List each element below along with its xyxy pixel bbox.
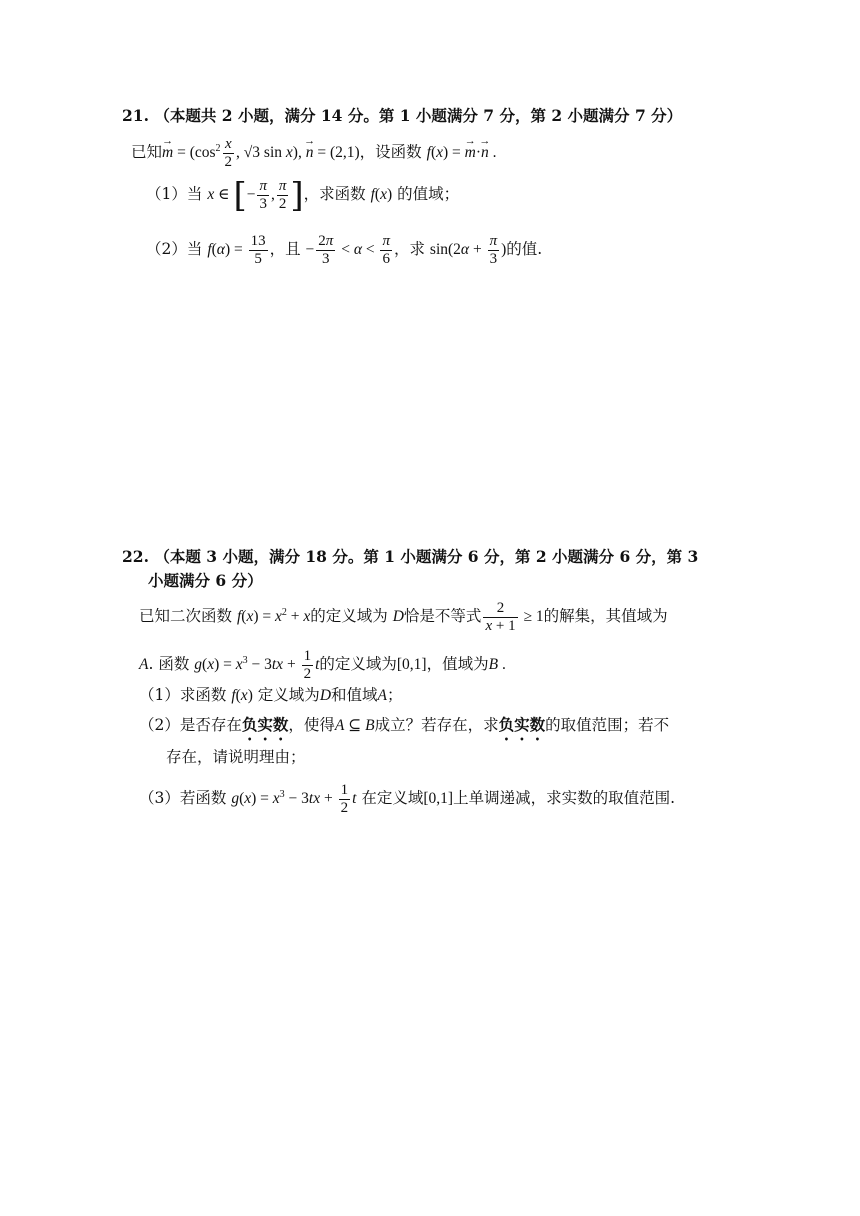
q22-g-definition: $g(x) = x^3 - 3tx$ + $\frac{1}{2}$ t bbox=[194, 648, 320, 682]
q22-header: 22. （本题 3 小题，满分 18 分。第 1 小题满分 6 分，第 2 小题满分 6 分，第 3 bbox=[122, 547, 699, 566]
q21-given: 已知→ $m = (\cos^2$ $\frac{x}{2}$ , √3 sin x), → n = (2,1)，设函数 f(x) = → m·→ n . bbox=[131, 136, 497, 171]
q21-function-definition: f(x) = → m·→ n . bbox=[427, 144, 497, 161]
q22-given-line2: A. 函数 $g(x) = x^3 - 3tx$ + $\frac{1}{2}$ t的定义域为[0,1]，值域为B . bbox=[139, 648, 506, 682]
q22-header-cont: 小题满分 6 分） bbox=[148, 571, 263, 590]
q21-part1-interval: x ∈ [− $\frac{\pi}{3}$ , $\frac{\pi}{2}$ ] bbox=[207, 175, 304, 216]
q22-part3: （3）若函数 $g(x) = x^3 - 3tx$ + $\frac{1}{2}$ t 在定义域[0,1]上单调递减，求实数的取值范围. bbox=[139, 782, 676, 816]
q21-part2-condition: f(α) = $\frac{13}{5}$ bbox=[207, 233, 266, 267]
q22-part1: （1）求函数 f(x) 定义域为D和值域A； bbox=[139, 686, 403, 704]
q21-part2-target: sin(2α + $\frac{\pi}{3}$ ) bbox=[429, 233, 507, 267]
q21-part2: （2）当 f(α) = $\frac{13}{5}$ ，且 − $\frac{2\pi}{3}$ < α < $\frac{\pi}{6}$ ，求 sin(2α + $\frac{\pi}{3}$ )的值. bbox=[146, 233, 543, 267]
q21-vector-definition: → $m = (\cos^2$ $\frac{x}{2}$ , √3 sin x), → n = (2,1) bbox=[162, 144, 360, 161]
q21-part1: （1）当 x ∈ [− $\frac{\pi}{3}$ , $\frac{\pi}{2}$ ]，求函数 f(x) 的值域； bbox=[146, 175, 460, 216]
q22-part2: （2）是否存在负实数，使得A ⊆ B成立？若存在，求负实数的取值范围；若不 bbox=[139, 715, 670, 734]
q21-header: 21. （本题共 2 小题，满分 14 分。第 1 小题满分 7 分，第 2 小题满分 7 分） bbox=[122, 106, 683, 125]
q22-part2-cont: 存在，请说明理由； bbox=[166, 748, 306, 766]
q22-inequality: $\frac{2}{x + 1}$ ≥ 1 bbox=[485, 600, 544, 634]
q22-given: 已知二次函数 $f(x) = x^2 + x$的定义域为 D恰是不等式 $\frac{2}{x + 1}$ ≥ 1的解集，其值域为 bbox=[139, 600, 668, 634]
q21-part2-range: − $\frac{2\pi}{3}$ < α < $\frac{\pi}{6}$ bbox=[305, 233, 390, 267]
q22-emphasis-negative-real: 负实数 bbox=[241, 715, 289, 734]
